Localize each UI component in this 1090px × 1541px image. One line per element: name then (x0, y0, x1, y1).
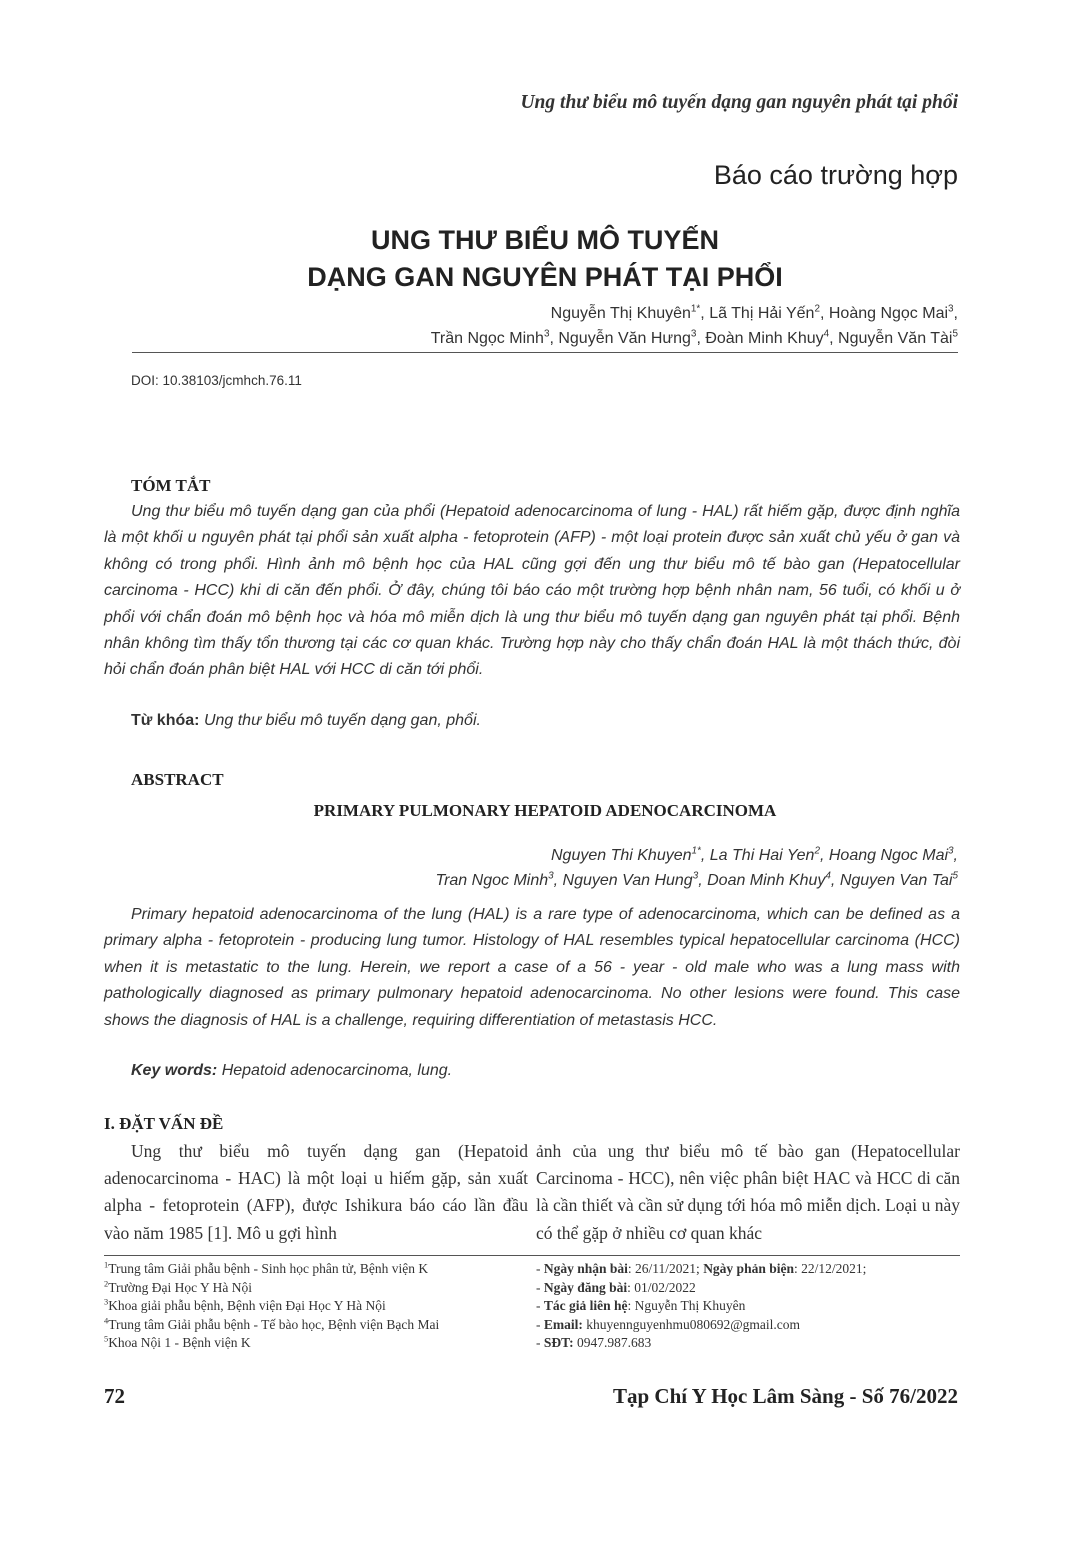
published-label: Ngày đăng bài (543, 1279, 628, 1295)
author-list-en (435, 843, 958, 893)
affiliation-item (104, 1297, 439, 1316)
author-line-2: Trần Ngọc Minh$^3$, Nguyễn Văn Hưng$^3$, Đoàn Minh Khuy$^4$, Nguyễn Văn Tài$^5$ (430, 328, 958, 347)
phone-label: SĐT: (543, 1335, 574, 1351)
abstract-en-heading: ABSTRACT (131, 770, 224, 789)
author-name: Đoàn Minh Khuy (705, 330, 824, 347)
keywords-en (131, 1062, 452, 1080)
published-line: - Ngày đăng bài: 01/02/2022 (536, 1279, 696, 1295)
author-affiliation: 3 (548, 870, 554, 882)
author-affiliation: 3 (948, 845, 954, 857)
author-affiliation: 3 (690, 328, 697, 340)
author-affiliation: 3 (543, 328, 550, 340)
journal-name: Tạp Chí Y Học Lâm Sàng - Số 76/2022 (613, 1384, 958, 1408)
page-number: 72 (104, 1384, 125, 1408)
author-affiliation: 4 (825, 870, 831, 882)
author-affiliation: 4 (823, 328, 830, 340)
affiliation-number: 1 (104, 1260, 109, 1270)
received-label: Ngày nhận bài (543, 1261, 628, 1276)
affiliation-item (104, 1260, 439, 1279)
intro-column-right: ảnh của ung thư biểu mô tế bào gan (Hepatocellular Carcinoma - HCC), nên việc phân biệt HAC và HCC di căn là cần thiết và cần sử dụng tới hóa mô miễn dịch. Loại u này có thể gặp ở nhiều cơ quan khác (536, 1141, 960, 1243)
contact-line: - Tác giả liên hệ: Nguyễn Thị Khuyên (536, 1298, 746, 1314)
author-en-line-2: Tran Ngoc Minh$^3$, Nguyen Van Hung$^3$, Doan Minh Khuy$^4$, Nguyen Van Tai$^5$ (435, 870, 958, 889)
abstract-vn-body: Ung thư biểu mô tuyến dạng gan của phổi (Hepatoid adenocarcinoma of lung - HAL) rất hiếm gặp, được định nghĩa là một khối u nguyên phát tại phổi sản xuất alpha - fetoprotein (AFP) - một loại protein được sản xuất chủ yếu ở gan và không có trong phổi. Hình ảnh mô bệnh học của HAL cũng gợi đến ung thư biểu mô tế bào gan (Hepatocellular carcinoma - HCC) khi di căn đến phổi. Ở đây, chúng tôi báo cáo một trường hợp bệnh nhân nam, 56 tuổi, có khối u ở phổi với chẩn đoán mô bệnh học và hóa mô miễn dịch là ung thư biểu mô tuyến dạng gan nguyên phát tại phổi. Bệnh nhân không tìm thấy tổn thương tại các cơ quan khác. Trường hợp này cho thấy chẩn đoán HAL là một thách thức, đòi hỏi chẩn đoán phân biệt HAL với HCC di căn tới phổi. (104, 503, 960, 679)
author-name: Lã Thị Hải Yến (709, 305, 815, 322)
author-name: Tran Ngoc Minh (435, 872, 549, 889)
affiliation-item (104, 1334, 439, 1353)
author-affiliation: 2 (814, 303, 820, 315)
reviewed-date: : 22/12/2021; (793, 1261, 867, 1276)
phone-line: - SĐT: 0947.987.683 (536, 1335, 652, 1351)
section-label: Báo cáo trường hợp (713, 160, 958, 190)
author-name: Trần Ngọc Minh (430, 330, 544, 347)
doi: DOI: 10.38103/jcmhch.76.11 (131, 373, 302, 388)
affiliation-text: Trường Đại Học Y Hà Nội (108, 1279, 253, 1295)
abstract-vn-heading: TÓM TẮT (131, 476, 211, 495)
author-name: Nguyễn Thị Khuyên (550, 305, 691, 322)
dates-line: - Ngày nhận bài: 26/11/2021; Ngày phản biện: 22/12/2021; (536, 1261, 867, 1276)
affiliation-text: Trung tâm Giải phẫu bệnh - Tế bào học, Bệnh viện Bạch Mai (108, 1316, 440, 1332)
affiliation-number: 3 (104, 1297, 109, 1307)
affiliation-number: 5 (104, 1334, 109, 1344)
author-affiliation: 1* (691, 845, 701, 857)
article-info-footnotes (536, 1260, 866, 1353)
author-affiliation: 2 (814, 845, 820, 857)
author-affiliation: 3 (692, 870, 699, 882)
title-line-1: UNG THƯ BIỂU MÔ TUYẾN (371, 225, 719, 255)
author-en-line-1: Nguyen Thi Khuyen$^{1*}$, La Thi Hai Yen$^2$, Hoang Ngoc Mai$^3$, (550, 845, 958, 864)
email-address[interactable]: khuyennguyenhmu080692@gmail.com (582, 1316, 801, 1332)
affiliation-item (104, 1316, 439, 1335)
author-name: La Thi Hai Yen (709, 847, 815, 864)
affiliation-number: 4 (104, 1316, 109, 1326)
email-label: Email: (543, 1316, 583, 1332)
keywords-vn (131, 712, 481, 730)
article-title (0, 222, 1090, 296)
abstract-en-body: Primary hepatoid adenocarcinoma of the lung (HAL) is a rare type of adenocarcinoma, which can be defined as a primary alpha - fetoprotein - producing lung tumor. Histology of HAL resembles typical hepatocellular carcinoma (HCC) when it is metastatic to the lung. Herein, we report a case of a 56 - year - old male who was a lung mass with pathologically diagnosed as primary pulmonary hepatoid adenocarcinoma. No other lesions were found. This case shows the diagnosis of HAL is a challenge, requiring differentiation of metastasis HCC. (104, 906, 960, 1029)
english-title: PRIMARY PULMONARY HEPATOID ADENOCARCINOMA (313, 801, 777, 820)
abstract-en-text (104, 902, 960, 1034)
keywords-vn-value: Ung thư biểu mô tuyến dạng gan, phổi. (203, 712, 481, 729)
intro-column-left: Ung thư biểu mô tuyến dạng gan (Hepatoid adenocarcinoma - HAC) là một loại u hiếm gặp, sản xuất alpha - fetoprotein (AFP), được Ishikura báo cáo lần đầu vào năm 1985 [1]. Mô u gợi hình (104, 1141, 528, 1243)
phone-number: 0947.987.683 (573, 1335, 652, 1351)
keywords-en-value: Hepatoid adenocarcinoma, lung. (221, 1062, 453, 1079)
title-line-2: DẠNG GAN NGUYÊN PHÁT TẠI PHỔI (307, 262, 783, 292)
intro-heading: I. ĐẶT VẤN ĐỀ (104, 1114, 224, 1133)
author-affiliation: 5 (952, 870, 958, 882)
author-name: Nguyen Thi Khuyen (550, 847, 692, 864)
author-name: Hoang Ngoc Mai (828, 847, 949, 864)
abstract-vn-text (104, 499, 960, 684)
affiliation-number: 2 (104, 1279, 109, 1289)
header-divider (132, 352, 958, 353)
author-list-vn (431, 301, 958, 351)
author-name: Doan Minh Khuy (707, 872, 826, 889)
keywords-vn-label: Từ khóa: (131, 712, 200, 729)
author-name: Nguyễn Văn Tài (838, 330, 953, 347)
email-line: - Email: khuyennguyenhmu080692@gmail.com (536, 1316, 801, 1332)
author-name: Hoàng Ngọc Mai (828, 305, 949, 322)
author-affiliation: 3 (948, 303, 954, 315)
footnote-divider (104, 1255, 960, 1256)
received-date: : 26/11/2021; (627, 1261, 704, 1276)
author-name: Nguyễn Văn Hưng (558, 330, 691, 347)
author-name: Nguyen Van Hung (562, 872, 693, 889)
affiliation-text: Khoa Nội 1 - Bệnh viện K (108, 1335, 251, 1351)
keywords-en-label: Key words: (131, 1062, 218, 1079)
reviewed-label: Ngày phản biện (703, 1261, 794, 1276)
author-affiliation: 5 (952, 328, 958, 340)
running-title: Ung thư biểu mô tuyến dạng gan nguyên phát tại phổi (520, 92, 958, 113)
affiliation-footnotes (104, 1260, 439, 1353)
contact-label: Tác giả liên hệ (543, 1298, 628, 1314)
affiliation-text: Trung tâm Giải phẫu bệnh - Sinh học phân tử, Bệnh viện K (108, 1261, 429, 1276)
contact-name: : Nguyễn Thị Khuyên (627, 1298, 746, 1314)
author-line-1: Nguyễn Thị Khuyên$^{1*}$, Lã Thị Hải Yến$^2$, Hoàng Ngọc Mai$^3$, (550, 303, 958, 322)
author-name: Nguyen Van Tai (839, 872, 953, 889)
affiliation-text: Khoa giải phẫu bệnh, Bệnh viện Đại Học Y Hà Nội (108, 1298, 386, 1314)
author-affiliation: 1* (690, 303, 701, 315)
published-date: : 01/02/2022 (627, 1279, 696, 1295)
affiliation-item (104, 1279, 439, 1298)
